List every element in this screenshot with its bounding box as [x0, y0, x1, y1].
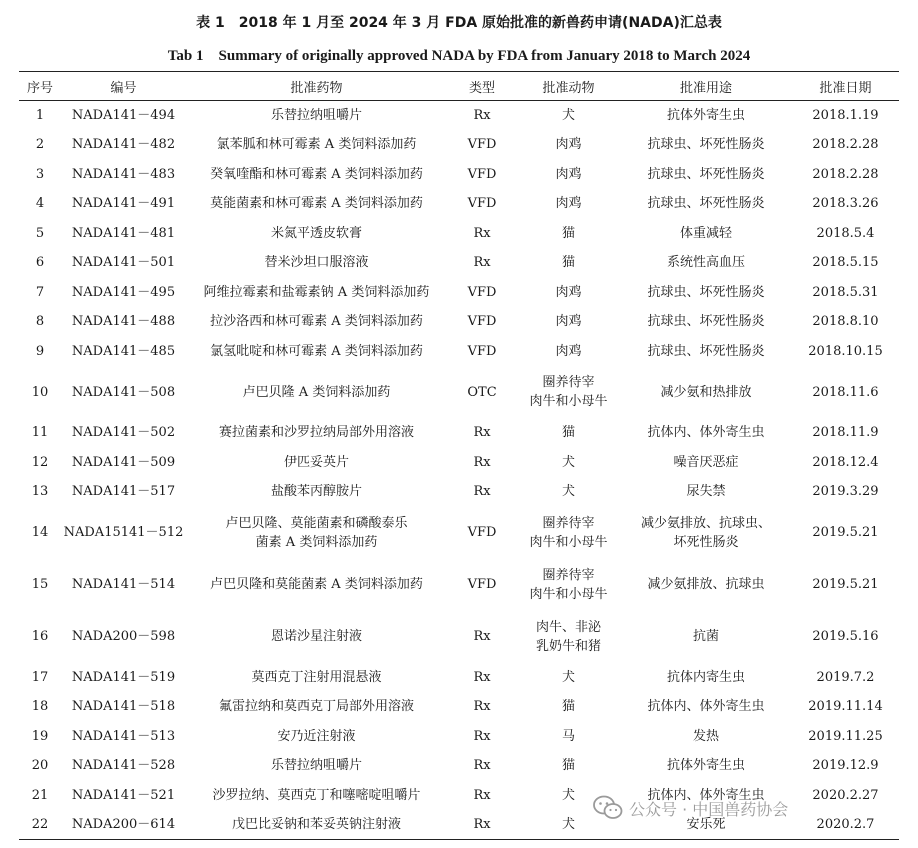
cell-animal: 圈养待宰 肉牛和小母牛: [529, 515, 608, 550]
cell-serial: 21: [31, 787, 49, 803]
cell-serial: 3: [35, 166, 45, 182]
cell-code: NADA141－488: [71, 314, 176, 330]
cell-serial: 13: [31, 484, 49, 500]
cell-type: VFD: [467, 166, 497, 182]
cell-animal: 肉鸡: [555, 284, 582, 300]
cell-type: VFD: [467, 137, 497, 153]
cell-animal: 犬: [517, 810, 620, 840]
table-row: [19, 219, 899, 249]
cell-serial: 6: [35, 255, 45, 271]
cell-use: 噪音厌恶症: [673, 454, 739, 470]
cell-animal: 犬: [561, 454, 575, 470]
cell-serial: 10: [31, 384, 49, 400]
table-row: [19, 611, 899, 663]
cell-animal: 猫: [561, 758, 575, 774]
cell-use: 抗球虫、坏死性肠炎: [647, 314, 765, 330]
cell-drug: 卢巴贝隆、莫能菌素和磷酸泰乐 菌素 A 类饲料添加药: [225, 515, 408, 550]
cell-drug: 恩诺沙星注射液: [270, 629, 362, 644]
cell-code: NADA141－519: [71, 669, 176, 685]
watermark-text: 公众号 · 中国兽药协会: [629, 799, 789, 819]
cell-date: 2018.2.28: [812, 166, 879, 182]
cell-date: 2018.5.4: [816, 225, 875, 241]
cell-use: 尿失禁: [686, 484, 726, 500]
cell-serial: 11: [31, 425, 49, 441]
cell-serial: 15: [31, 577, 49, 592]
cell-serial: 14: [31, 525, 49, 540]
cell-code: NADA200－614: [61, 810, 186, 840]
header-code: 编号: [61, 72, 186, 101]
cell-code: NADA141－528: [71, 758, 176, 774]
cell-type: Rx: [473, 255, 491, 271]
cell-date: 2020.2.27: [812, 787, 879, 803]
cell-date: 2019.5.16: [812, 629, 879, 644]
cell-serial: 12: [31, 454, 49, 470]
cell-type: Rx: [473, 699, 491, 715]
cell-use: 抗体内寄生虫: [666, 669, 745, 685]
table-row: [19, 160, 899, 190]
table-row: [19, 366, 899, 418]
cell-date: 2019.5.21: [812, 525, 879, 540]
cell-date: 2019.12.9: [812, 758, 879, 774]
nada-summary-table: [19, 71, 899, 840]
table-row: [19, 448, 899, 478]
table-row: [19, 101, 899, 131]
cell-drug: 莫能菌素和林可霉素 A 类饲料添加药: [210, 196, 423, 212]
cell-type: Rx: [473, 629, 491, 644]
cell-serial: 1: [35, 108, 45, 123]
cell-use: 抗球虫、坏死性肠炎: [647, 343, 765, 359]
cell-drug: 替米沙坦口服溶液: [264, 255, 369, 271]
table-row: [19, 722, 899, 752]
cell-type: Rx: [473, 454, 491, 470]
cell-drug: 米氮平透皮软膏: [270, 225, 362, 241]
cell-type: Rx: [473, 484, 491, 500]
table-row: [19, 692, 899, 722]
table-header-row: [19, 72, 899, 101]
cell-type: Rx: [473, 669, 491, 685]
cell-drug: 安乃近注射液: [277, 728, 356, 744]
cell-animal: 肉鸡: [555, 314, 582, 330]
table-row: [19, 130, 899, 160]
cell-date: 2018.2.28: [812, 137, 879, 153]
cell-type: Rx: [473, 225, 491, 241]
cell-drug: 拉沙洛西和林可霉素 A 类饲料添加药: [210, 314, 423, 330]
cell-drug: 莫西克丁注射用混悬液: [251, 669, 382, 685]
cell-serial: 17: [31, 669, 49, 685]
cell-use: 抗体外寄生虫: [666, 758, 745, 774]
cell-use: 发热: [692, 728, 719, 744]
table-row: [19, 477, 899, 507]
cell-serial: 8: [35, 314, 45, 330]
cell-drug: 阿维拉霉素和盐霉素钠 A 类饲料添加药: [203, 284, 430, 300]
cell-use: 体重减轻: [679, 225, 732, 241]
cell-serial: 7: [35, 284, 45, 300]
table-row: [19, 507, 899, 559]
header-date: 批准日期: [792, 72, 899, 101]
table-row: [19, 663, 899, 693]
cell-code: NADA141－482: [71, 137, 176, 153]
cell-animal: 犬: [561, 108, 575, 123]
cell-drug: 盐酸苯丙醇胺片: [270, 484, 362, 500]
cell-type: Rx: [473, 758, 491, 774]
cell-code: NADA141－494: [71, 108, 176, 123]
cell-code: NADA141－508: [71, 384, 176, 400]
cell-type: VFD: [467, 577, 497, 592]
cell-use: 抗球虫、坏死性肠炎: [647, 284, 765, 300]
table-row: [19, 248, 899, 278]
cell-use: 减少氨排放、抗球虫、 坏死性肠炎: [640, 515, 771, 550]
table-row: [19, 559, 899, 611]
cell-code: NADA141－521: [71, 787, 176, 803]
cell-serial: 4: [35, 196, 45, 212]
header-animal: 批准动物: [517, 72, 620, 101]
cell-date: 2019.5.21: [812, 577, 879, 592]
cell-drug: 氟雷拉纳和莫西克丁局部外用溶液: [218, 699, 414, 715]
table-row: [19, 418, 899, 448]
cell-serial: 18: [31, 699, 49, 715]
cell-date: 2018.5.15: [812, 255, 879, 271]
table-row: [19, 751, 899, 781]
header-serial: 序号: [19, 72, 61, 101]
cell-use: 减少氨排放、抗球虫: [647, 577, 765, 592]
cell-date: 2019.11.25: [808, 728, 883, 744]
wechat-icon: [593, 795, 623, 821]
cell-animal: 肉鸡: [555, 343, 582, 359]
cell-code: NADA141－502: [71, 425, 176, 441]
header-drug: 批准药物: [186, 72, 447, 101]
cell-type: Rx: [447, 810, 517, 840]
cell-type: Rx: [473, 728, 491, 744]
cell-use: 系统性高血压: [666, 255, 745, 271]
cell-animal: 肉鸡: [555, 166, 582, 182]
cell-use: 抗球虫、坏死性肠炎: [647, 166, 765, 182]
cell-drug: 卢巴贝隆 A 类饲料添加药: [242, 384, 391, 400]
cell-code: NADA141－513: [71, 728, 176, 744]
table-row: [19, 189, 899, 219]
cell-type: VFD: [467, 525, 497, 540]
cell-date: 2018.5.31: [812, 284, 879, 300]
cell-date: 2018.8.10: [812, 314, 879, 330]
cell-drug: 乐替拉纳咀嚼片: [270, 758, 362, 774]
cell-date: 2019.3.29: [812, 484, 879, 500]
cell-code: NADA141－485: [71, 343, 176, 359]
cell-code: NADA141－501: [71, 255, 176, 271]
cell-code: NADA141－509: [71, 454, 176, 470]
cell-date: 2020.2.7: [792, 810, 899, 840]
cell-animal: 猫: [561, 225, 575, 241]
cell-animal: 犬: [561, 669, 575, 685]
cell-serial: 16: [31, 629, 49, 644]
cell-drug: 戊巴比妥钠和苯妥英钠注射液: [186, 810, 447, 840]
cell-animal: 肉鸡: [555, 137, 582, 153]
cell-date: 2018.12.4: [812, 454, 879, 470]
cell-drug: 氯苯胍和林可霉素 A 类饲料添加药: [216, 137, 417, 153]
cell-date: 2018.1.19: [812, 108, 879, 123]
header-type: 类型: [447, 72, 517, 101]
cell-drug: 赛拉菌素和沙罗拉纳局部外用溶液: [218, 425, 414, 441]
cell-type: VFD: [467, 196, 497, 212]
cell-drug: 卢巴贝隆和莫能菌素 A 类饲料添加药: [210, 577, 423, 592]
cell-use: 抗体内、体外寄生虫: [647, 787, 765, 803]
cell-use: 抗菌: [692, 629, 719, 644]
cell-serial: 5: [35, 225, 45, 241]
watermark: [593, 790, 893, 826]
cell-animal: 犬: [561, 484, 575, 500]
cell-date: 2018.3.26: [812, 196, 879, 212]
cell-serial: 22: [19, 810, 61, 840]
table-body: [19, 101, 899, 840]
cell-serial: 19: [31, 728, 49, 744]
cell-code: NADA141－514: [71, 577, 176, 592]
cell-type: VFD: [467, 314, 497, 330]
cell-animal: 猫: [561, 255, 575, 271]
cell-animal: 猫: [561, 699, 575, 715]
cell-use: 减少氨和热排放: [660, 384, 752, 400]
cell-use: 安乐死: [620, 810, 792, 840]
table-row: [19, 307, 899, 337]
cell-type: VFD: [467, 343, 497, 359]
cell-use: 抗体外寄生虫: [666, 108, 745, 123]
cell-use: 抗球虫、坏死性肠炎: [647, 196, 765, 212]
cell-date: 2018.10.15: [808, 343, 883, 359]
table-title-english: Tab 1 Summary of originally approved NADA by FDA from January 2018 to March 2024: [167, 48, 751, 64]
cell-code: NADA141－481: [71, 225, 176, 241]
cell-date: 2018.11.9: [812, 425, 879, 441]
cell-use: 抗球虫、坏死性肠炎: [647, 137, 765, 153]
cell-animal: 肉牛、非泌 乳奶牛和猪: [535, 619, 601, 654]
table-row: [19, 337, 899, 367]
cell-serial: 20: [31, 758, 49, 774]
cell-date: 2019.7.2: [816, 669, 875, 685]
cell-code: NADA141－518: [71, 699, 176, 715]
cell-use: 抗体内、体外寄生虫: [647, 699, 765, 715]
cell-drug: 沙罗拉纳、莫西克丁和噻嘧啶咀嚼片: [212, 787, 421, 803]
cell-code: NADA141－495: [71, 284, 176, 300]
cell-code: NADA200－598: [71, 629, 176, 644]
cell-code: NADA15141－512: [63, 525, 184, 540]
cell-type: OTC: [467, 384, 497, 400]
cell-animal: 犬: [561, 787, 575, 803]
cell-animal: 马: [561, 728, 575, 744]
cell-date: 2018.11.6: [812, 384, 879, 400]
cell-serial: 2: [35, 137, 45, 153]
cell-drug: 伊匹妥英片: [283, 454, 349, 470]
cell-code: NADA141－517: [71, 484, 176, 500]
cell-animal: 猫: [561, 425, 575, 441]
cell-drug: 乐替拉纳咀嚼片: [270, 108, 362, 123]
cell-date: 2019.11.14: [808, 699, 883, 715]
cell-use: 抗体内、体外寄生虫: [647, 425, 765, 441]
cell-serial: 9: [35, 343, 45, 359]
cell-drug: 癸氧喹酯和林可霉素 A 类饲料添加药: [210, 166, 423, 182]
cell-type: Rx: [473, 108, 491, 123]
table-title-chinese: 表 1 2018 年 1 月至 2024 年 3 月 FDA 原始批准的新兽药申请(NADA)汇总表: [196, 15, 722, 31]
cell-code: NADA141－491: [71, 196, 176, 212]
cell-animal: 肉鸡: [555, 196, 582, 212]
cell-type: Rx: [473, 425, 491, 441]
cell-animal: 圈养待宰 肉牛和小母牛: [529, 375, 608, 409]
table-row: [19, 278, 899, 308]
cell-animal: 圈养待宰 肉牛和小母牛: [529, 567, 608, 602]
cell-drug: 氯氢吡啶和林可霉素 A 类饲料添加药: [210, 343, 423, 359]
cell-type: Rx: [473, 787, 491, 803]
cell-type: VFD: [467, 284, 497, 300]
cell-code: NADA141－483: [71, 166, 176, 182]
header-use: 批准用途: [620, 72, 792, 101]
